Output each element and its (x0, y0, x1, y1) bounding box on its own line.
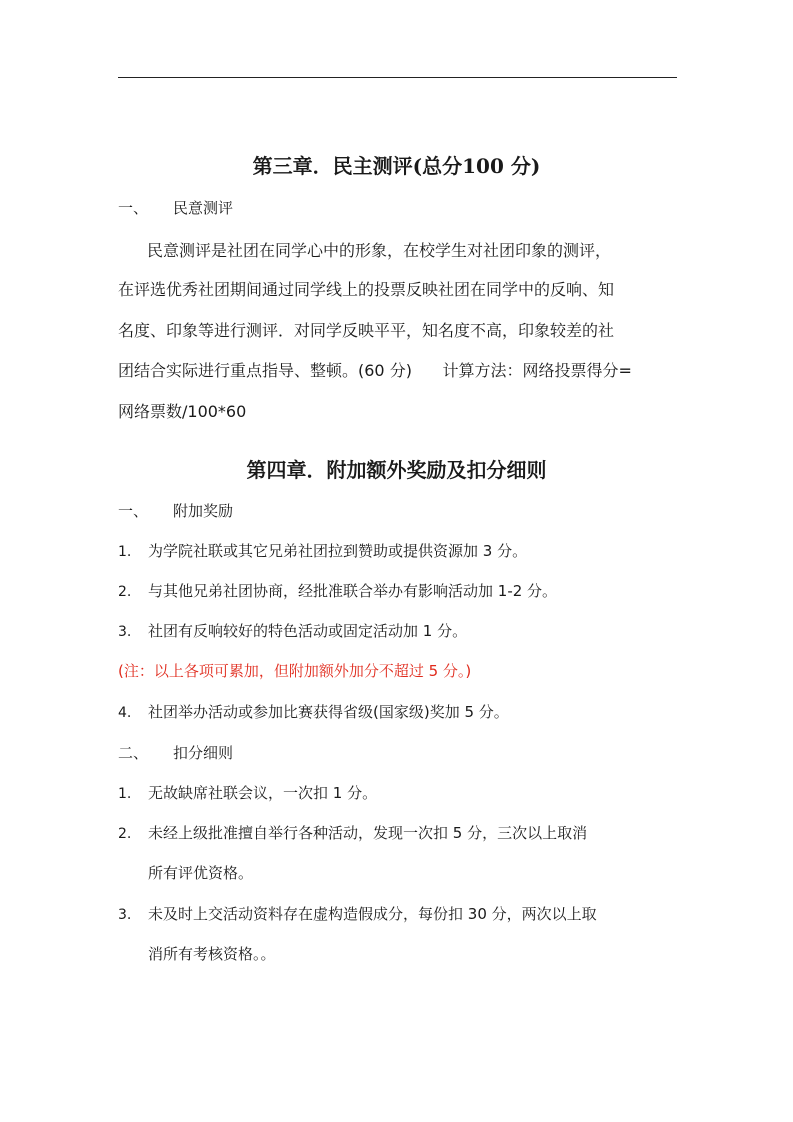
item-text: 与其他兄弟社团协商，经批准联合举办有影响活动加 1-2 分。 (148, 582, 558, 600)
item-text: 为学院社联或其它兄弟社团拉到赞助或提供资源加 3 分。 (148, 542, 528, 560)
item-number: 1. (118, 544, 132, 560)
item-number: 2. (118, 584, 132, 600)
section-number: 一、 (118, 199, 149, 217)
section-number: 一、 (118, 502, 149, 520)
note-text: (注：以上各项可累加，但附加额外加分不超过 5 分。) (118, 662, 472, 680)
item-number: 3. (118, 907, 132, 923)
section-heading (118, 742, 233, 763)
list-item (118, 540, 527, 561)
item-number: 2. (118, 826, 132, 842)
paragraph-line: 民意测评是社团在同学心中的形象，在校学生对社团印象的测评， (147, 241, 612, 260)
list-item (118, 782, 377, 803)
section-heading (118, 500, 233, 521)
header-rule (118, 77, 677, 78)
item-text: 未及时上交活动资料存在虚构造假成分，每份扣 30 分，两次以上取 (148, 905, 597, 923)
section-label: 附加奖励 (173, 502, 234, 520)
chapter-4-title: 第四章．附加额外奖励及扣分细则 (246, 458, 547, 482)
item-text: 社团举办活动或参加比赛获得省级(国家级)奖加 5 分。 (148, 703, 509, 721)
item-text: 社团有反响较好的特色活动或固定活动加 1 分。 (148, 622, 468, 640)
section-label: 扣分细则 (173, 744, 234, 762)
paragraph-line: 名度、印象等进行测评．对同学反映平平，知名度不高，印象较差的社 (118, 321, 615, 340)
item-number: 1. (118, 786, 132, 802)
section-heading (118, 197, 233, 218)
list-item (118, 580, 557, 601)
paragraph-line: 团结合实际进行重点指导、整顿。(60 分) 计算方法：网络投票得分= (118, 361, 632, 380)
list-item (118, 822, 587, 843)
item-text: 无故缺席社联会议，一次扣 1 分。 (148, 784, 378, 802)
item-continuation: 所有评优资格。 (148, 864, 254, 882)
item-text: 未经上级批准擅自举行各种活动，发现一次扣 5 分，三次以上取消 (148, 824, 588, 842)
list-item (118, 903, 597, 924)
item-number: 3. (118, 624, 132, 640)
item-number: 4. (118, 705, 132, 721)
chapter-3-title: 第三章．民主测评(总分100 分) (252, 154, 541, 178)
paragraph-line: 网络票数/100*60 (118, 402, 247, 421)
paragraph-line: 在评选优秀社团期间通过同学线上的投票反映社团在同学中的反响、知 (118, 280, 615, 299)
section-label: 民意测评 (173, 199, 234, 217)
list-item (118, 701, 509, 722)
list-item (118, 620, 467, 641)
section-number: 二、 (118, 744, 149, 762)
item-continuation: 消所有考核资格。。 (148, 945, 276, 963)
